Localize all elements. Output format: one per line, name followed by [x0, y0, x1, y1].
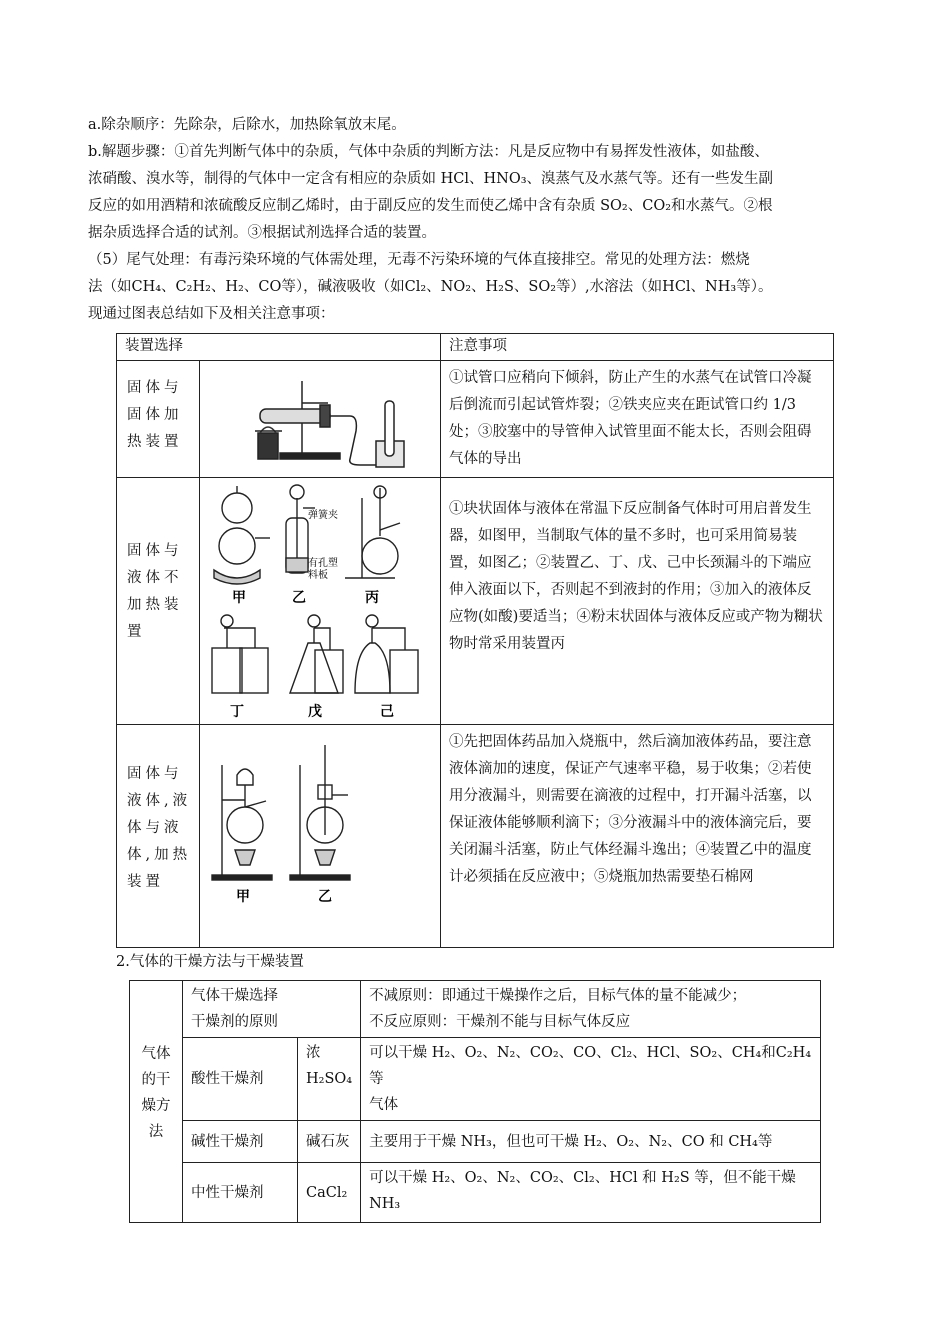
acid-use-1: 可以干燥 H₂、O₂、N₂、CO₂、CO、Cl₂、HCl、SO₂、CH₄和C₂H₄等	[369, 1045, 812, 1087]
perforated-plate-label-1: 有孔塑	[308, 558, 338, 569]
principle-title-1: 气体干燥选择	[191, 988, 278, 1004]
acid-agent-2: H₂SO₄	[306, 1071, 353, 1087]
intro-line-b1: b.解题步骤：①首先判断气体中的杂质，气体中杂质的判断方法：凡是反应物中有易挥发性液体，如盐酸、	[88, 144, 769, 160]
note-solid-solid-heat: ①试管口应稍向下倾斜，防止产生的水蒸气在试管口冷凝后倒流而引起试管炸裂；②铁夹应夹在距试管口约 1/3 处；③胶塞中的导管伸入试管里面不能太长，否则会阻碍气体的导出	[441, 361, 834, 478]
principle-title-2: 干燥剂的原则	[191, 1014, 278, 1030]
neutral-agent: CaCl₂	[298, 1163, 361, 1223]
base-use: 主要用于干燥 NH₃，但也可干燥 H₂、O₂、N₂、CO 和 CH₄等	[361, 1121, 821, 1163]
fig-label-bing: 丙	[365, 590, 379, 606]
category-solid-solid-heat: 固体与固体加热装置	[117, 361, 200, 478]
heat-apparatus-diagram	[200, 725, 440, 947]
intro-line-b3: 反应的如用酒精和浓硫酸反应制乙烯时，由于副反应的发生而使乙烯中含有杂质 SO₂、CO₂和水蒸气。②根	[88, 198, 773, 214]
category-solid-liquid-noheat: 固体与液体不加热装置	[117, 478, 200, 725]
intro-line-a: a.除杂顺序：先除杂，后除水，加热除氧放末尾。	[88, 117, 406, 133]
intro-line-5b: 法（如CH₄、C₂H₂、H₂、CO等），碱液吸收（如Cl₂、NO₂、H₂S、SO₂等）,水溶法（如HCl、NH₃等）。	[88, 279, 773, 295]
note-solid-liquid-noheat: ①块状固体与液体在常温下反应制备气体时可用启普发生器，如图甲，当制取气体的量不多时，也可采用简易装置，如图乙；②装置乙、丁、戊、己中长颈漏斗的下端应伸入液面以下，否则起不到液封的作用；③加入的液体反应物(如酸)要适当；④粉末状固体与液体反应或产物为糊状物时常采用装置丙	[441, 478, 834, 725]
intro-text	[88, 112, 888, 328]
acid-desiccant-type: 酸性干燥剂	[183, 1038, 298, 1121]
fig-label-heat-jia: 甲	[236, 889, 250, 905]
fig-label-heat-yi: 乙	[318, 889, 332, 905]
base-agent: 碱石灰	[298, 1121, 361, 1163]
fig-label-yi: 乙	[292, 590, 306, 606]
solid-heat-apparatus-diagram	[200, 361, 440, 474]
apparatus-table	[116, 333, 834, 948]
intro-line-6: 现通过图表总结如下及相关注意事项：	[88, 306, 335, 322]
fig-label-wu: 戊	[308, 704, 322, 720]
header-device-choice: 装置选择	[117, 334, 441, 361]
intro-line-5a: （5）尾气处理：有毒污染环境的气体需处理，无毒不污染环境的气体直接排空。常见的处理方法：燃烧	[88, 252, 750, 268]
neutral-use-2: NH₃	[369, 1196, 401, 1212]
drying-side-label: 气体的干燥方法	[130, 981, 183, 1223]
acid-agent-1: 浓	[306, 1045, 321, 1061]
neutral-use-1: 可以干燥 H₂、O₂、N₂、CO₂、Cl₂、HCl 和 H₂S 等，但不能干燥	[369, 1170, 796, 1186]
acid-use-2: 气体	[369, 1097, 399, 1113]
header-notes: 注意事项	[441, 334, 834, 361]
category-liquid-heat: 固体与液体,液体与液体,加热装置	[117, 725, 200, 948]
fig-label-ding: 丁	[230, 704, 244, 720]
drying-table	[129, 980, 821, 1223]
figure-solid-solid-heat	[200, 361, 441, 478]
noheat-apparatus-diagram	[200, 478, 440, 724]
intro-line-b4: 据杂质选择合适的试剂。③根据试剂选择合适的装置。	[88, 225, 436, 241]
neutral-desiccant-type: 中性干燥剂	[183, 1163, 298, 1223]
principle-2: 不反应原则：干燥剂不能与目标气体反应	[369, 1014, 631, 1030]
spring-clip-label: 弹簧夹	[308, 510, 338, 521]
principle-1: 不减原则：即通过干燥操作之后，目标气体的量不能减少；	[369, 988, 747, 1004]
base-desiccant-type: 碱性干燥剂	[183, 1121, 298, 1163]
perforated-plate-label-2: 料板	[308, 570, 328, 581]
section2-title: 2.气体的干燥方法与干燥装置	[116, 954, 304, 970]
figure-liquid-heat	[200, 725, 441, 948]
fig-label-jia: 甲	[232, 590, 246, 606]
fig-label-ji: 己	[380, 704, 394, 720]
intro-line-b2: 浓硝酸、溴水等，制得的气体中一定含有相应的杂质如 HCl、HNO₃、溴蒸气及水蒸气等。还有一些发生副	[88, 171, 774, 187]
note-liquid-heat: ①先把固体药品加入烧瓶中，然后滴加液体药品，要注意液体滴加的速度，保证产气速率平稳，易于收集；②若使用分液漏斗，则需要在滴液的过程中，打开漏斗活塞，以保证液体能够顺利滴下；③分液漏斗中的液体滴完后，要关闭漏斗活塞，防止气体经漏斗逸出；④装置乙中的温度计必须插在反应液中；⑤烧瓶加热需要垫石棉网	[441, 725, 834, 948]
figure-solid-liquid-noheat	[200, 478, 441, 725]
